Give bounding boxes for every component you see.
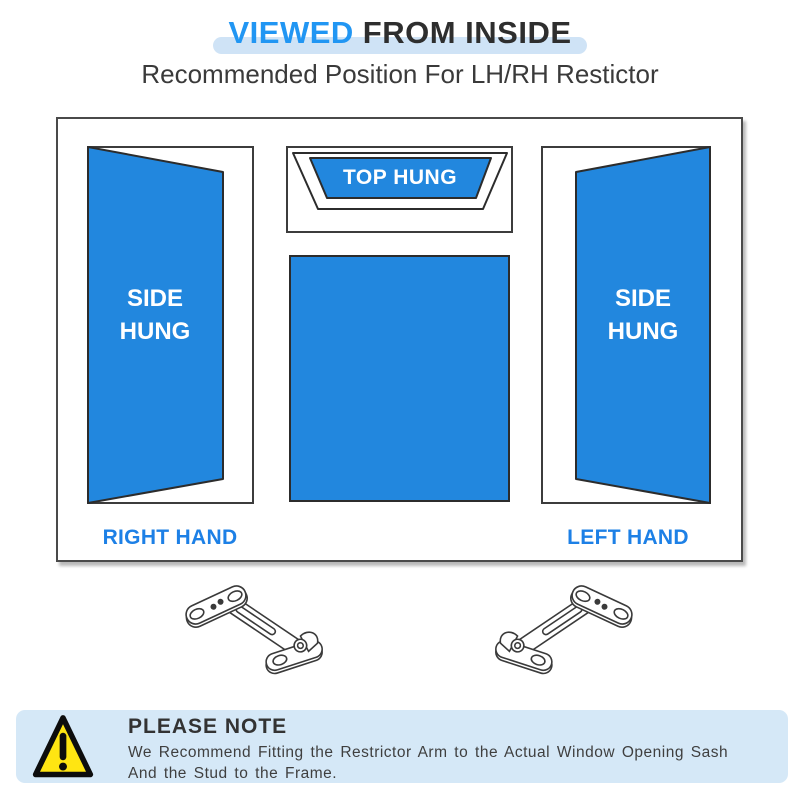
center-fixed-pane xyxy=(290,256,509,501)
note-title: PLEASE NOTE xyxy=(128,715,288,738)
right-sash-label: SIDE HUNG xyxy=(607,285,679,345)
title-text xyxy=(0,13,800,53)
restrictor-hardware-left-icon xyxy=(182,583,332,685)
note-text-block xyxy=(128,714,728,784)
title-blue-text: VIEWED xyxy=(228,15,354,50)
note-banner xyxy=(16,710,788,783)
title-dark-text: FROM INSIDE xyxy=(362,15,572,50)
restrictor-hardware-right-icon xyxy=(486,583,636,685)
left-sash-label: SIDE HUNG xyxy=(119,285,191,345)
window-frame-diagram xyxy=(56,117,743,562)
note-body-line-1: We Recommend Fitting the Restrictor Arm to the Actual Window Opening Sash xyxy=(128,744,729,761)
page-title xyxy=(0,13,800,59)
right-hand-caption: RIGHT HAND xyxy=(102,526,238,549)
note-body-line-2: And the Stud to the Frame. xyxy=(128,765,338,782)
page-subtitle: Recommended Position For LH/RH Restictor xyxy=(141,59,659,89)
warning-triangle-icon xyxy=(32,713,94,780)
top-sash-label: TOP HUNG xyxy=(342,166,458,189)
left-hand-caption: LEFT HAND xyxy=(567,526,689,549)
